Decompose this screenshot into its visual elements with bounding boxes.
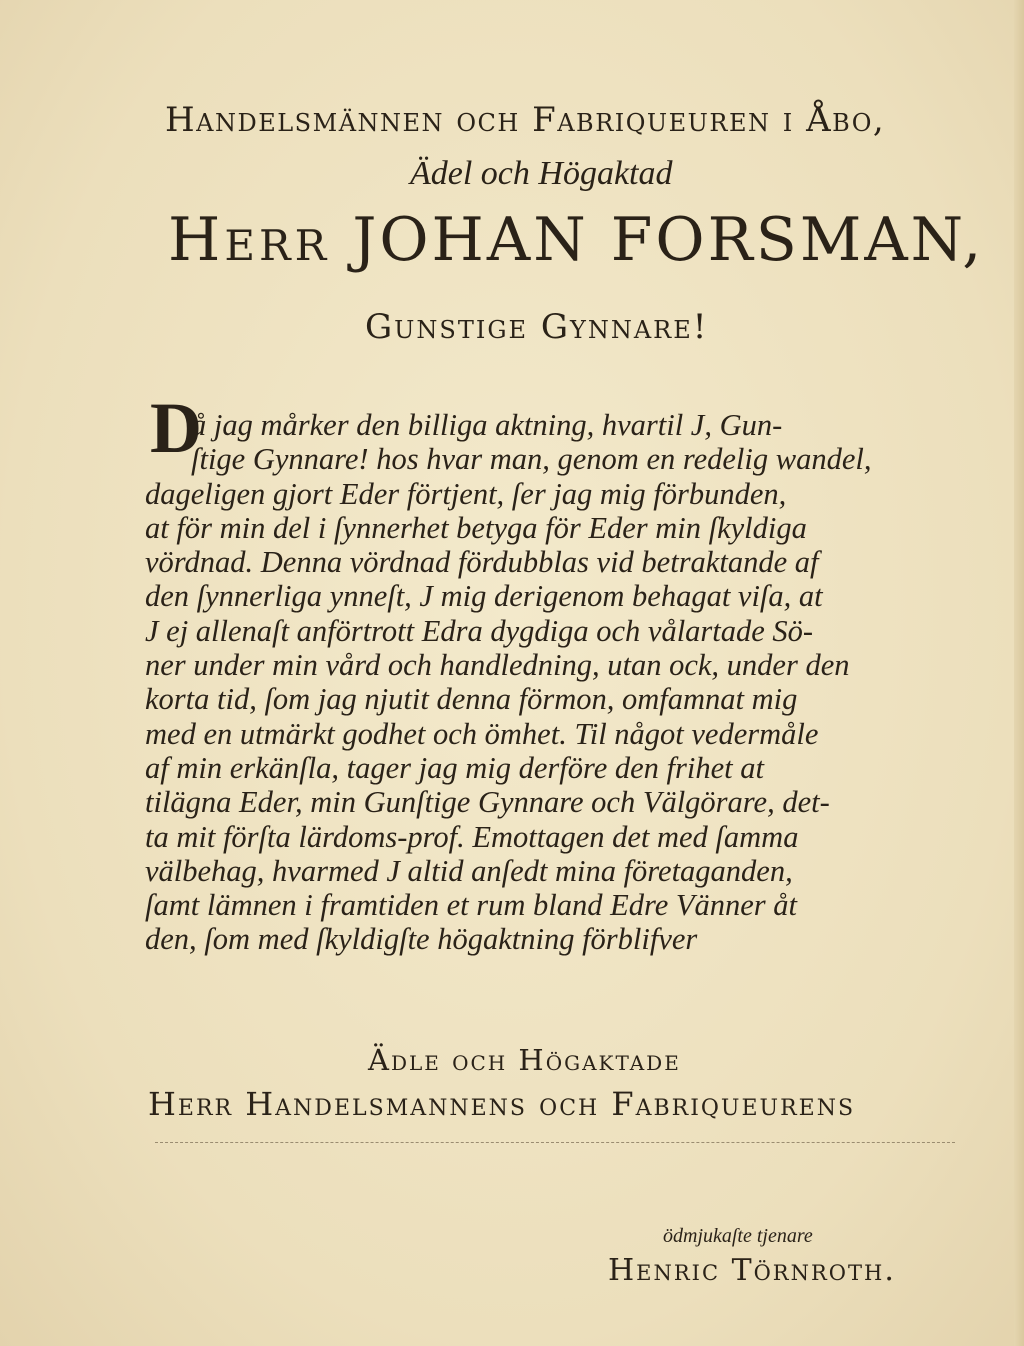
header-name-line bbox=[168, 205, 984, 275]
header-herr: Herr bbox=[168, 205, 331, 275]
header-line-1: Handelsmännen och Fabriqueuren i Åbo, bbox=[165, 100, 886, 140]
body-line: tilägna Eder, min Gunſtige Gynnare och Välgörare, det- bbox=[145, 785, 830, 820]
body-line: välbehag, hvarmed J altid anſedt mina företaganden, bbox=[145, 853, 793, 888]
body-line: korta tid, ſom jag njutit denna förmon, omfamnat mig bbox=[145, 682, 798, 717]
closing-line-1: Ädle och Högaktade bbox=[368, 1043, 681, 1077]
header-name: JOHAN FORSMAN, bbox=[352, 205, 985, 275]
body-line: af min erkänſla, tager jag mig derföre den frihet at bbox=[145, 750, 764, 785]
body-line: den ſynnerliga ynneſt, J mig derigenom behagat viſa, at bbox=[145, 579, 823, 614]
signature-line-1: ödmjukaſte tjenare bbox=[663, 1225, 813, 1247]
body-line: med en utmärkt godhet och ömhet. Til något vedermåle bbox=[145, 716, 819, 751]
body-line: vördnad. Denna vördnad fördubblas vid betraktande af bbox=[145, 545, 819, 580]
body-line: ſamt lämnen i framtiden et rum bland Edre Vänner åt bbox=[145, 888, 798, 923]
header-line-2: Ädel och Högaktad bbox=[410, 155, 673, 192]
body-line: den, ſom med ſkyldigſte högaktning förblifver bbox=[145, 922, 698, 957]
body-line: dageligen gjort Eder förtjent, ſer jag mig förbunden, bbox=[145, 476, 787, 511]
drop-capital: D bbox=[150, 388, 202, 468]
salutation: Gunstige Gynnare! bbox=[365, 307, 709, 347]
body-line: ta mit förſta lärdoms-prof. Emottagen det med ſamma bbox=[145, 819, 799, 854]
body-line: å jag mårker den billiga aktning, hvartil J, Gun- bbox=[191, 408, 783, 442]
body-paragraph bbox=[145, 408, 960, 957]
signature-name: Henric Törnroth. bbox=[608, 1253, 896, 1288]
divider-rule bbox=[155, 1142, 955, 1143]
closing-line-2: Herr Handelsmannens och Fabriqueurens bbox=[148, 1085, 856, 1123]
page-edge bbox=[1014, 0, 1024, 1346]
body-line: ner under min vård och handledning, utan ock, under den bbox=[145, 648, 850, 683]
body-line: J ej allenaſt anförtrott Edra dygdiga och vålartade Sö- bbox=[145, 613, 814, 648]
body-line: ſtige Gynnare! hos hvar man, genom en redelig wandel, bbox=[191, 442, 872, 477]
body-line: at för min del i ſynnerhet betyga för Eder min ſkyldiga bbox=[145, 510, 807, 545]
